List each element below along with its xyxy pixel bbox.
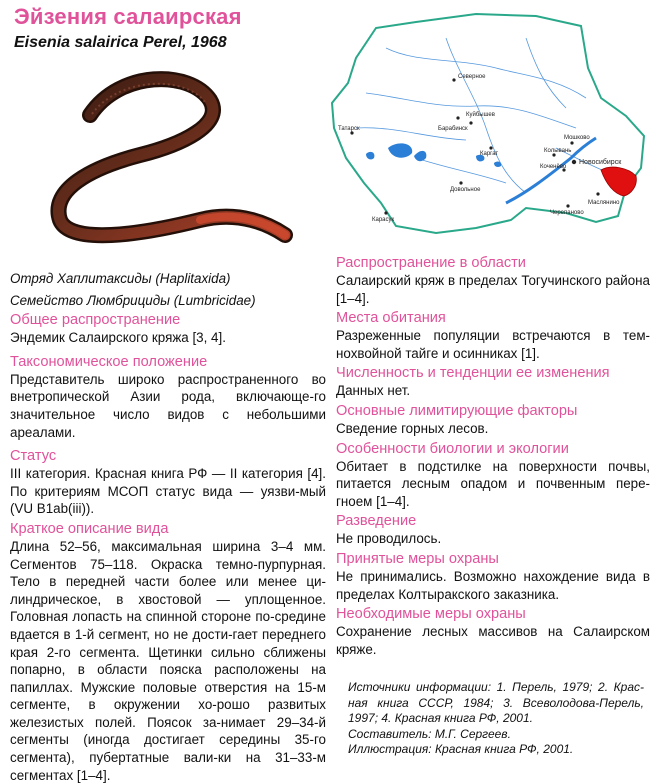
section-heading: Таксономическое положение	[10, 353, 208, 370]
map-town-label: Маслянино	[588, 200, 620, 206]
latin-name: Eisenia salairica Perel, 1968	[14, 34, 227, 51]
section-text: Данных нет.	[336, 383, 411, 399]
section-text: Не принимались. Возможно нахождение вида в пределах Колтыракского заказника.	[336, 568, 650, 602]
map-town-label: Татарск	[338, 126, 360, 132]
sources-block	[348, 680, 644, 758]
section-heading: Краткое описание вида	[10, 520, 169, 537]
section-text: Салаирский кряж в пределах Тогучинского района [1–4].	[336, 273, 650, 306]
section-heading: Основные лимитирующие факторы	[336, 402, 578, 419]
order-line: Отряд Хаплитаксиды (Haplitaxida)	[10, 271, 231, 286]
section-text: Обитает в подстилке на поверхности почвы, питается лесным опадом и почвенным пере-гноем [1–4].	[336, 458, 650, 509]
section-heading: Особенности биологии и экологии	[336, 440, 569, 457]
section-text: Сохранение лесных массивов на Салаирском кряже.	[336, 624, 650, 657]
right-column	[336, 252, 650, 658]
page-title: Эйзения салаирская	[14, 4, 242, 29]
worm-illustration	[20, 60, 320, 260]
section-text: III категория. Красная книга РФ — II категория [4]. По критериям МСОП статус вида — уязви-мый (VU B1ab(iii)).	[10, 466, 326, 517]
section-text: Сведение горных лесов.	[336, 420, 489, 436]
sources-illustration: Иллюстрация: Красная книга РФ, 2001.	[348, 742, 574, 756]
section-heading: Разведение	[336, 513, 417, 530]
section-text: Длина 52–56, максимальная ширина 3–4 мм. Сегментов 75–118. Окраска темно-пурпурная. Тело в передней части более или менее ци-линдрическое, в хвостовой — уплощенное. Головная лопасть на спинной стороне по-средине вдается в 1-й сегмент, но не дости-гает переднего края 2-го сегмента. Щетинки сильно сближены попарно, в области пояска расположены на папиллах. Мужские половые отверстия на 15-м сегменте, в окружении хо-рошо развитых железистых полей. Поясок за-нимает 29–34-й сегменты (иногда достигает середины 35-го сегмента), пубертатные вали-ки на 31–33-м сегментах [1–4].	[10, 538, 326, 783]
left-column	[10, 270, 326, 784]
map-town-label: Северное	[458, 74, 486, 80]
section-heading: Общее распространение	[10, 312, 181, 329]
section-heading: Необходимые меры охраны	[336, 606, 526, 623]
map-town-label: Карасук	[372, 217, 395, 223]
map-town-label: Каргат	[480, 151, 499, 157]
sources-refs: Источники информации: 1. Перель, 1979; 2. Крас-ная книга СССР, 1984; 3. Всеволодова-Перель, 1997; 4. Красная книга РФ, 2001.	[348, 680, 644, 725]
family-line: Семейство Люмбрициды (Lumbricidae)	[10, 292, 256, 308]
map-town-label: Колывань	[544, 148, 572, 154]
map-town-label: Новосибирск	[579, 159, 622, 166]
section-text: Разреженные популяции встречаются в тем-нохвойной тайге и осинниках [1].	[336, 328, 650, 361]
section-heading: Места обитания	[336, 310, 446, 327]
section-heading: Численность и тенденции ее изменения	[336, 365, 610, 382]
section-text: Представитель широко распространенного во внетропической Азии рода, включающе-го значительное число видов с небольшими ареалами.	[10, 371, 326, 440]
map-town-label: Довольное	[450, 187, 481, 193]
section-text: Эндемик Салаирского кряжа [3, 4].	[10, 330, 226, 346]
section-heading: Статус	[10, 448, 57, 465]
map-town-label: Мошково	[564, 135, 590, 141]
sources-compiler: Составитель: М.Г. Сергеев.	[348, 726, 511, 741]
map-town-label: Коченёво	[540, 164, 567, 170]
section-heading: Распространение в области	[336, 255, 526, 271]
map-town-label: Барабинск	[438, 126, 468, 132]
map-town-label: Черепаново	[550, 210, 584, 216]
section-text: Не проводилось.	[336, 531, 442, 547]
section-heading: Принятые меры охраны	[336, 550, 499, 567]
map-town-label: Куйбышев	[466, 112, 495, 118]
distribution-map	[326, 8, 658, 250]
